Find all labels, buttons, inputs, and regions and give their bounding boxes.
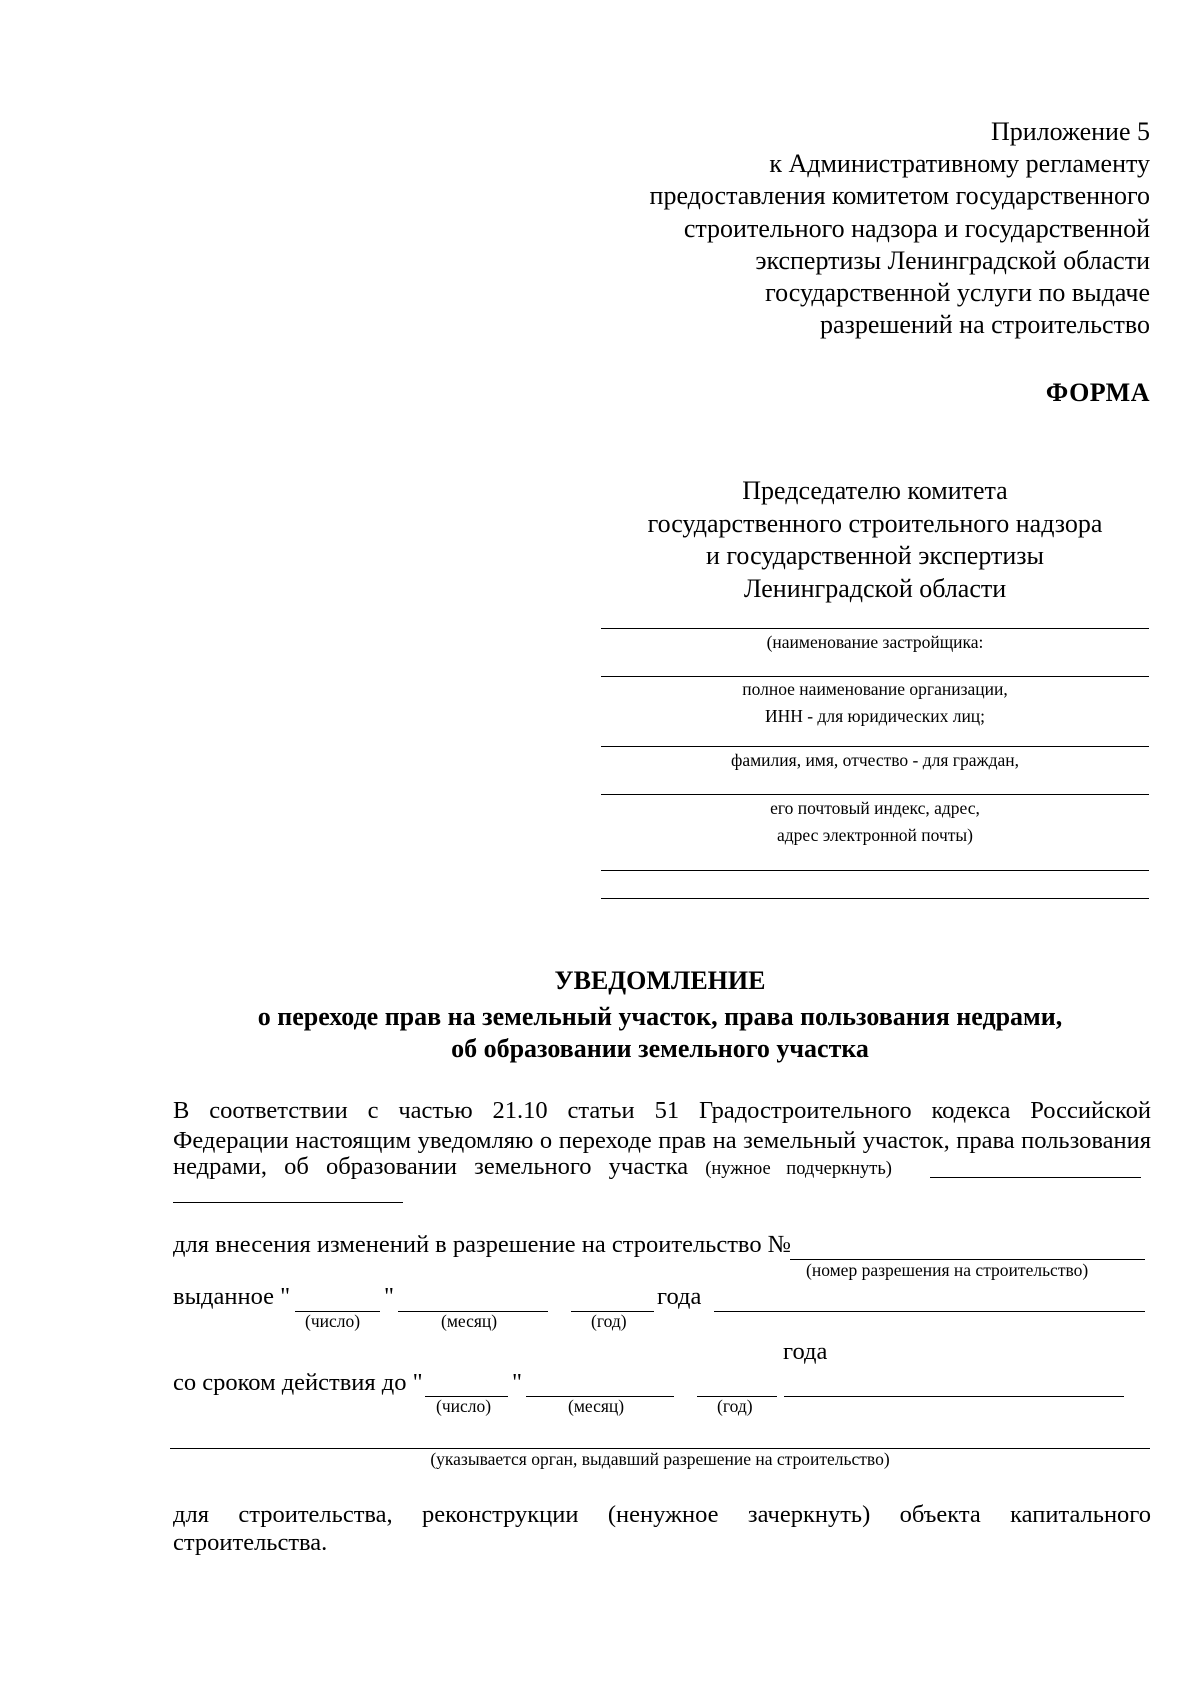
- month-hint: (месяц): [568, 1396, 625, 1416]
- year-word: года: [783, 1338, 828, 1365]
- body-note: (нужное подчеркнуть): [705, 1159, 892, 1179]
- annex-line: строительного надзора и государственной: [683, 213, 1150, 243]
- field-hint: фамилия, имя, отчество - для граждан,: [731, 750, 1019, 770]
- field-hint-line: его почтовый индекс, адрес,: [770, 798, 980, 818]
- annex-line: Приложение 5: [990, 117, 1150, 146]
- validity-extra-field[interactable]: [784, 1396, 1124, 1397]
- validity-label: со сроком действия до ": [173, 1369, 423, 1396]
- year-hint: (год): [591, 1311, 627, 1331]
- annex-line: экспертизы Ленинградской области: [755, 245, 1150, 275]
- body-text: недрами, об образовании земельного участка: [173, 1153, 689, 1180]
- addressee-block: [600, 475, 1150, 605]
- annex-header: [560, 116, 1150, 341]
- addressee-line: Ленинградской области: [743, 573, 1007, 603]
- land-plot-field[interactable]: [173, 1202, 403, 1203]
- annex-line: государственной услуги по выдаче: [765, 278, 1150, 308]
- addressee-line: Председателю комитета: [742, 476, 1008, 505]
- permit-text: для внесения изменений в разрешение на строительство №: [173, 1231, 792, 1258]
- annex-line: разрешений на строительство: [820, 310, 1150, 340]
- field-hint-line: ИНН - для юридических лиц;: [764, 706, 986, 726]
- document-title: УВЕДОМЛЕНИЕ: [554, 966, 766, 995]
- addressee-line: и государственной экспертизы: [705, 541, 1045, 570]
- body-line: [173, 1153, 892, 1181]
- permit-number-hint: (номер разрешения на строительство): [806, 1260, 1089, 1280]
- quote-mark: ": [384, 1283, 395, 1310]
- document-subtitle: о переходе прав на земельный участок, права пользования недрами,: [257, 1002, 1063, 1031]
- issued-extra-field[interactable]: [714, 1311, 1145, 1312]
- issued-label: выданное ": [173, 1283, 291, 1310]
- addressee-line: государственного строительного надзора: [647, 508, 1103, 538]
- year-hint: (год): [717, 1396, 753, 1416]
- day-hint: (число): [305, 1311, 361, 1331]
- form-label: ФОРМА: [1045, 378, 1150, 407]
- document-subtitle: об образовании земельного участка: [451, 1034, 869, 1063]
- field-hint: (наименование застройщика:: [766, 632, 984, 652]
- field-hint-line: адрес электронной почты): [776, 825, 973, 845]
- authority-hint: (указывается орган, выдавший разрешение на строительство): [430, 1449, 890, 1469]
- body-line: Федерации настоящим уведомляю о переходе прав на земельный участок, права пользования: [173, 1127, 1151, 1154]
- field-hint-line: полное наименование организации,: [742, 679, 1008, 699]
- month-hint: (месяц): [441, 1311, 498, 1331]
- body-line: для строительства, реконструкции (ненужное зачеркнуть) объекта капитального: [173, 1501, 1151, 1528]
- year-word: года: [657, 1283, 702, 1310]
- quote-mark: ": [512, 1369, 523, 1396]
- annex-line: к Административному регламенту: [769, 149, 1150, 179]
- field-hint: [601, 676, 1149, 730]
- extra-field[interactable]: [601, 870, 1149, 871]
- annex-line: предоставления комитетом государственного: [649, 181, 1150, 211]
- body-line: В соответствии с частью 21.10 статьи 51 Градостроительного кодекса Российской: [173, 1097, 1151, 1124]
- field-hint: [601, 795, 1149, 849]
- day-hint: (число): [436, 1396, 492, 1416]
- body-line: строительства.: [173, 1529, 328, 1556]
- extra-field[interactable]: [601, 898, 1149, 899]
- land-plot-field[interactable]: [930, 1177, 1141, 1178]
